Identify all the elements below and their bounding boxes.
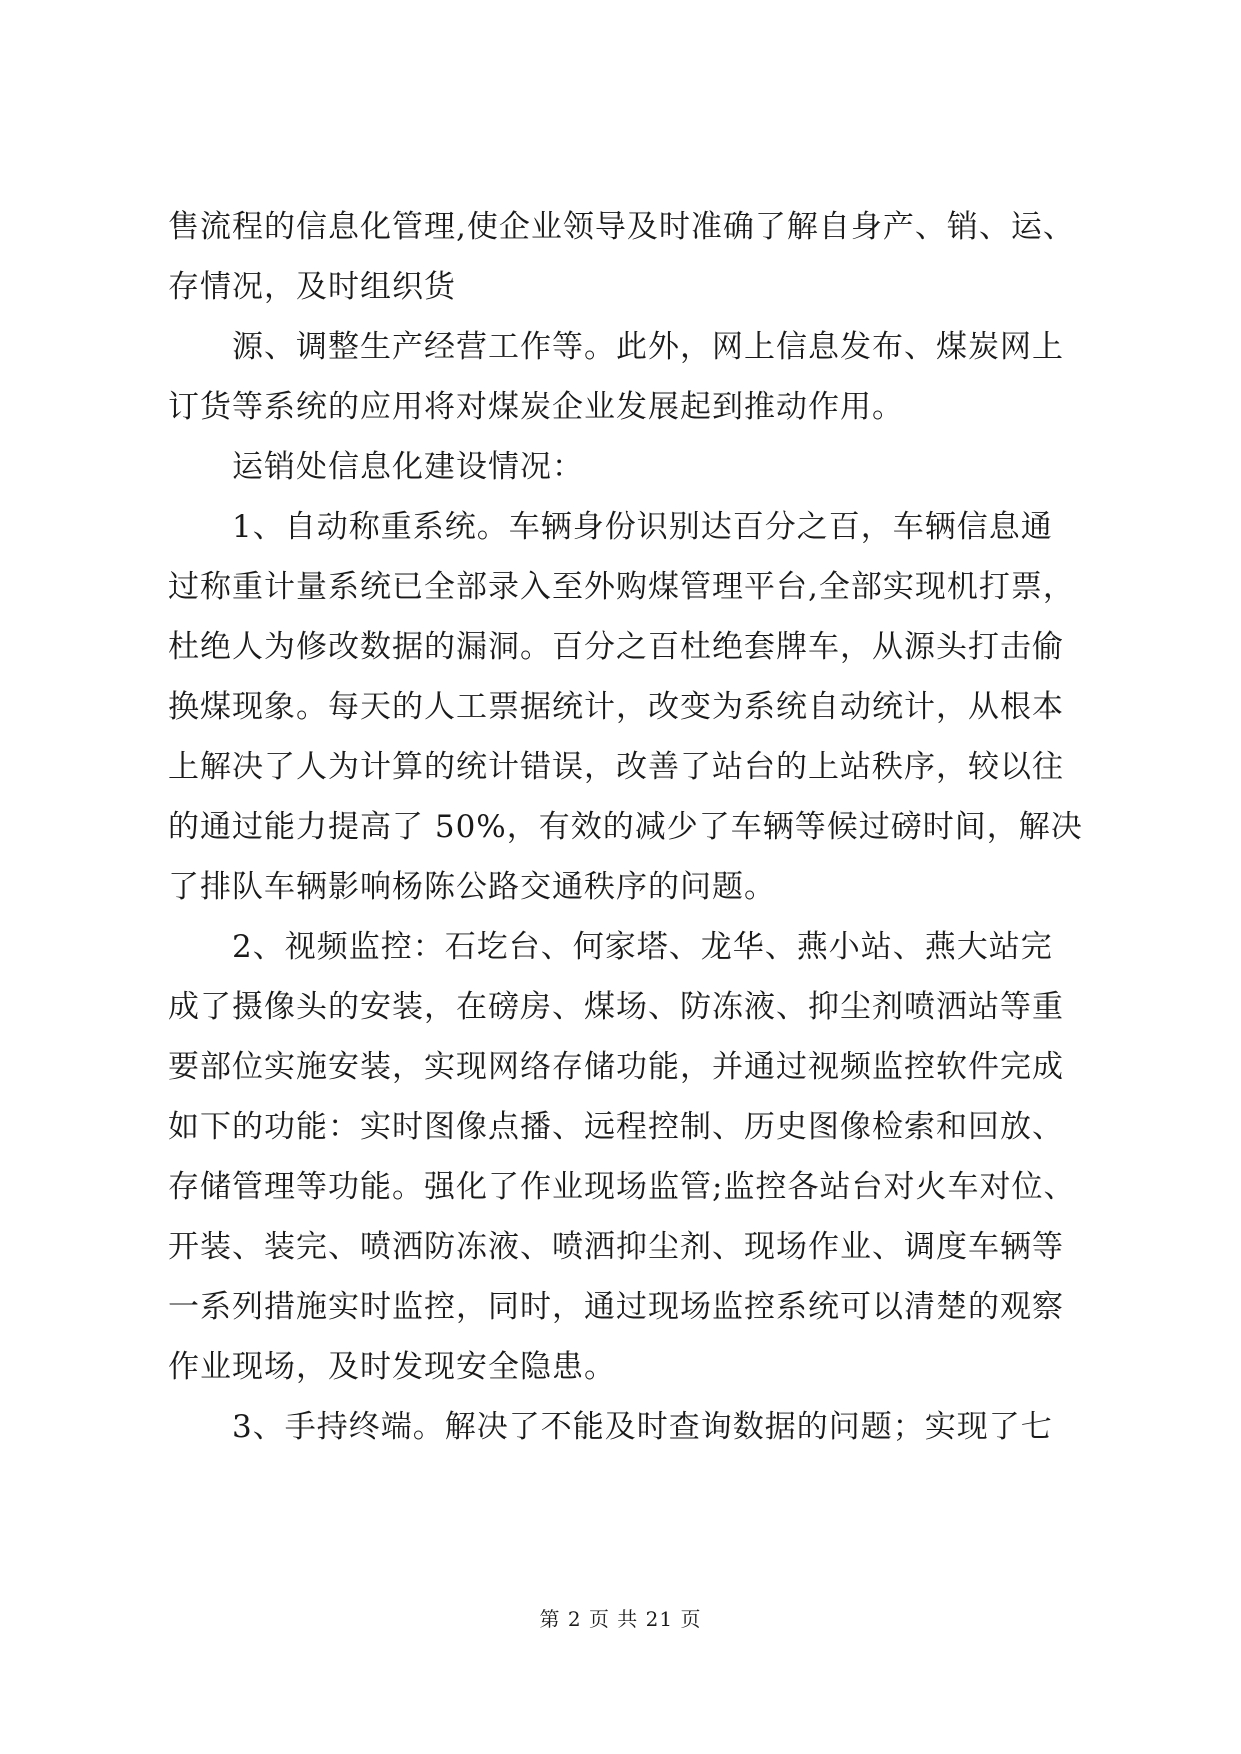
paragraph-2-line-1: 源、调整生产经营工作等。此外，网上信息发布、煤炭网上 bbox=[232, 329, 1064, 365]
paragraph-5-line-6: 开装、装完、喷洒防冻液、喷洒抑尘剂、现场作业、调度车辆等 bbox=[168, 1229, 1064, 1265]
paragraph-5-line-1: 2、视频监控：石圪台、何家塔、龙华、燕小站、燕大站完 bbox=[232, 929, 1053, 965]
paragraph-4-line-7: 了排队车辆影响杨陈公路交通秩序的问题。 bbox=[168, 869, 776, 905]
paragraph-1-line-2: 存情况，及时组织货 bbox=[168, 269, 456, 305]
paragraph-4-line-2: 过称重计量系统已全部录入至外购煤管理平台,全部实现机打票， bbox=[168, 569, 1075, 605]
paragraph-4-line-6: 的通过能力提高了 50%，有效的减少了车辆等候过磅时间，解决 bbox=[168, 809, 1083, 845]
paragraph-5-line-3: 要部位实施安装，实现网络存储功能，并通过视频监控软件完成 bbox=[168, 1049, 1064, 1085]
paragraph-5-line-5: 存储管理等功能。强化了作业现场监管;监控各站台对火车对位、 bbox=[168, 1169, 1076, 1205]
paragraph-5-line-4: 如下的功能：实时图像点播、远程控制、历史图像检索和回放、 bbox=[168, 1109, 1064, 1145]
section-heading: 运销处信息化建设情况： bbox=[232, 449, 584, 485]
paragraph-4-line-4: 换煤现象。每天的人工票据统计，改变为系统自动统计，从根本 bbox=[168, 689, 1064, 725]
page-footer: 第 2 页 共 21 页 bbox=[539, 1607, 702, 1631]
paragraph-5-line-7: 一系列措施实时监控，同时，通过现场监控系统可以清楚的观察 bbox=[168, 1289, 1064, 1325]
paragraph-1-line-1: 售流程的信息化管理,使企业领导及时准确了解自身产、销、运、 bbox=[168, 209, 1075, 245]
paragraph-4-line-5: 上解决了人为计算的统计错误，改善了站台的上站秩序，较以往 bbox=[168, 749, 1064, 785]
paragraph-5-line-8: 作业现场，及时发现安全隐患。 bbox=[168, 1349, 616, 1385]
paragraph-4-line-3: 杜绝人为修改数据的漏洞。百分之百杜绝套牌车，从源头打击偷 bbox=[168, 629, 1064, 665]
paragraph-6-line-1: 3、手持终端。解决了不能及时查询数据的问题；实现了七 bbox=[232, 1409, 1053, 1445]
paragraph-4-line-1: 1、自动称重系统。车辆身份识别达百分之百，车辆信息通 bbox=[232, 509, 1053, 545]
paragraph-2-line-2: 订货等系统的应用将对煤炭企业发展起到推动作用。 bbox=[168, 389, 904, 425]
paragraph-5-line-2: 成了摄像头的安装，在磅房、煤场、防冻液、抑尘剂喷洒站等重 bbox=[168, 989, 1064, 1025]
